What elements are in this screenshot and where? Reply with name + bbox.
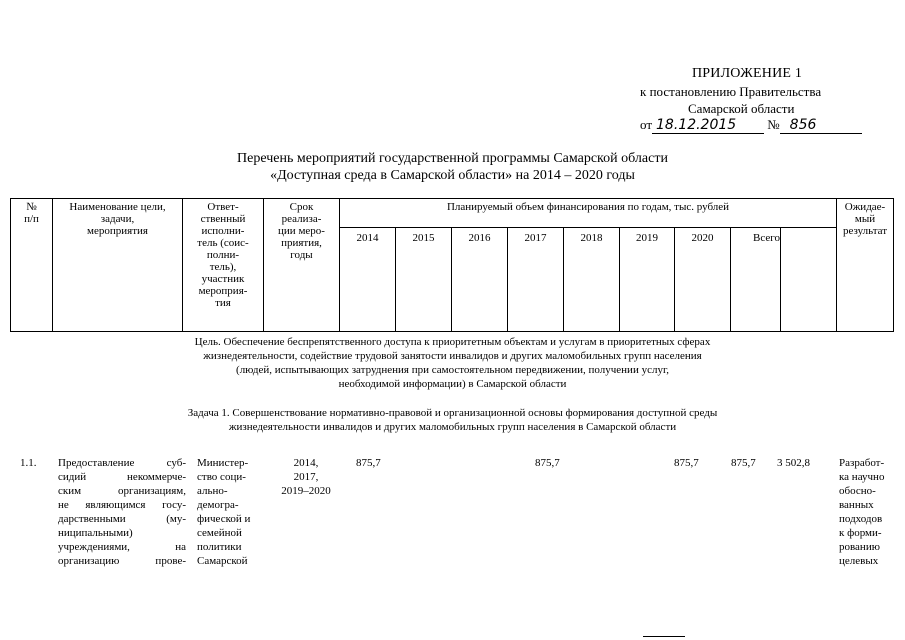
- handwritten-number: 856: [780, 118, 862, 134]
- appendix-decree-line: к постановлению Правительства: [640, 84, 822, 99]
- row-expected-result: Разработ- ка научно обосно- ванных подходов к форми- рованию целевых: [839, 457, 885, 567]
- header-year-2014: 2014: [356, 232, 379, 244]
- header-year-2018: 2018: [580, 232, 603, 244]
- header-funding-title: Планируемый объем финансирования по годам, тыс. рублей: [446, 201, 730, 213]
- value-2014: 875,7: [356, 457, 381, 469]
- row-number: 1.1.: [20, 457, 37, 469]
- col-line: [780, 227, 781, 332]
- program-task-1: Задача 1. Совершенствование нормативно-правовой и организационной основы формирования доступной среды жизнедеятельности инвалидов и других маломобильных групп населения в Самарской области: [187, 407, 718, 433]
- table-border-top: [10, 198, 894, 199]
- header-total: Всего: [753, 232, 780, 244]
- col-line: [339, 198, 340, 332]
- header-year-2016: 2016: [468, 232, 491, 244]
- col-line: [893, 198, 894, 332]
- header-year-2019: 2019: [636, 232, 658, 244]
- date-prefix: от: [640, 117, 653, 132]
- header-name: Наименование цели, задачи, мероприятия: [69, 201, 166, 237]
- header-responsible: Ответ- ственный исполни- тель (соис- полни- тель), участник мероприя- тия: [197, 201, 249, 309]
- document-title-line-2: «Доступная среда в Самарской области» на 2014 – 2020 годы: [270, 168, 635, 183]
- handwritten-date: 18.12.2015: [652, 118, 764, 134]
- appendix-date-number: [640, 117, 862, 134]
- value-2020: 875,7: [731, 457, 756, 469]
- value-2019: 875,7: [674, 457, 699, 469]
- page-footer-rule: [643, 636, 685, 637]
- header-year-2017: 2017: [524, 232, 547, 244]
- appendix-title: ПРИЛОЖЕНИЕ 1: [692, 66, 803, 81]
- header-year-2015: 2015: [412, 232, 435, 244]
- row-responsible: Министер- ство соци- ально- демогра- фической и семейной политики Самарской: [197, 457, 251, 567]
- header-term: Срок реализа- ции меро- приятия, годы: [278, 201, 325, 261]
- years-divider: [339, 227, 836, 228]
- header-year-2020: 2020: [691, 232, 714, 244]
- number-prefix: №: [767, 117, 780, 132]
- table-border-bottom: [10, 331, 894, 332]
- header-number: № п/п: [24, 201, 39, 225]
- row-term: 2014, 2017, 2019–2020: [281, 457, 331, 497]
- row-activity-name: Предоставление суб- сидий некоммерче- ским организациям, не являющимся госу- дарственными (му- ниципальными) учреждениями, на организацию прове-: [58, 457, 186, 567]
- appendix-region-line: Самарской области: [688, 101, 795, 116]
- value-total: 3 502,8: [777, 457, 810, 469]
- document-title-line-1: Перечень мероприятий государственной программы Самарской области: [237, 151, 668, 166]
- header-expected-result: Ожидае- мый результат: [842, 201, 888, 237]
- program-goal: Цель. Обеспечение беспрепятственного доступа к приоритетным объектам и услугам в приоритетных сферах жизнедеятельности, содействие трудовой занятости инвалидов и других маломобильных групп населения (людей, испытывающих затруднения при самостоятельном передвижении, получении услуг, необходимой информации) в Самарской области: [194, 336, 711, 390]
- table-header: [10, 198, 894, 332]
- value-2017: 875,7: [535, 457, 560, 469]
